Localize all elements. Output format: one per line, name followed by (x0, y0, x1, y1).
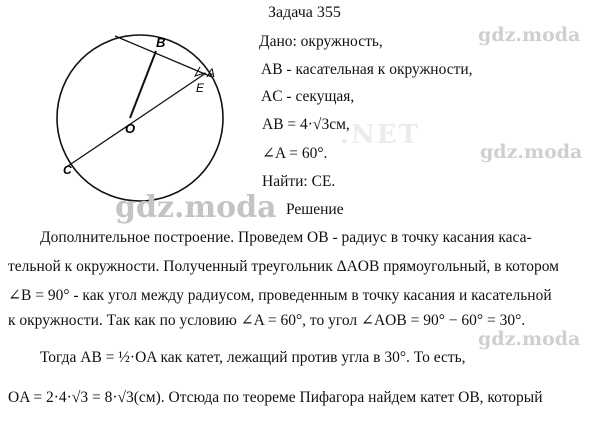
solution-heading: Решение (286, 201, 344, 218)
given-line: AB - касательная к окружности, (261, 61, 473, 78)
body-line: Дополнительное построение. Проведем OB - радиус в точку касания каса- (40, 229, 532, 246)
given-line: Найти: CE. (262, 173, 336, 190)
task-title: Задача 355 (268, 4, 341, 21)
body-line: к окружности. Так как по условию ∠A = 60°, то угол ∠AOB = 90° − 60° = 30°. (8, 312, 526, 329)
watermark: .NET (340, 120, 420, 150)
label-c: C (63, 163, 72, 177)
label-o: O (125, 121, 136, 136)
body-line: OA = 2·4·√3 = 8·√3(см). Отсюда по теореме Пифагора найдем катет OB, который (8, 389, 543, 406)
watermark: gdz.moda (478, 24, 581, 46)
given-line: Дано: окружность, (259, 33, 383, 50)
watermark: gdz.moda (478, 328, 581, 350)
watermark: gdz.moda (115, 190, 277, 225)
label-b: B (156, 35, 166, 50)
given-line: AC - секущая, (261, 88, 355, 105)
watermark: gdz.moda (480, 141, 583, 163)
label-e: E (196, 81, 205, 95)
body-line: ∠B = 90° - как угол между радиусом, проведенным в точку касания и касательной (8, 287, 552, 304)
label-a: A (207, 66, 216, 80)
given-line: ∠A = 60°. (262, 145, 328, 162)
body-line: тельной к окружности. Полученный треугольник ΔAOB прямоугольный, в котором (8, 258, 559, 275)
given-line: AB = 4·√3см, (262, 116, 350, 133)
radius-ob (130, 51, 156, 118)
body-line: Тогда AB = ½·OA как катет, лежащий против угла в 30°. То есть, (40, 349, 466, 366)
secant-line (65, 73, 206, 168)
